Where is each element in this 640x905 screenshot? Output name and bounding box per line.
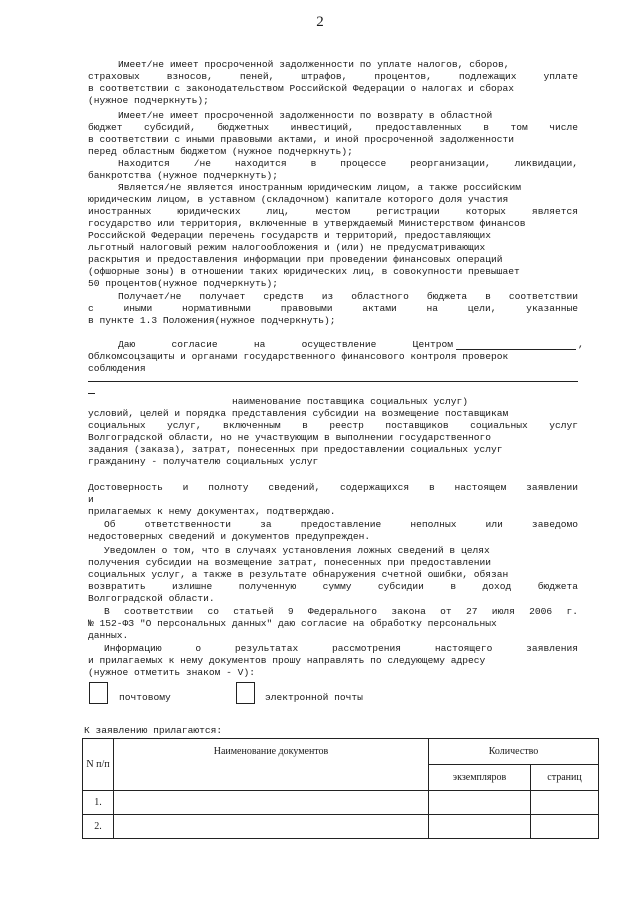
row-copies[interactable] (429, 791, 531, 815)
text-line: и (88, 494, 94, 505)
text-line: возвратить излишне полученную сумму субсидии в доход бюджета (88, 581, 578, 592)
text-line: данных. (88, 630, 129, 641)
email-checkbox[interactable] (236, 682, 255, 704)
postal-checkbox[interactable] (89, 682, 108, 704)
text-line: (нужное подчеркнуть); (88, 95, 209, 106)
text-line: с иными нормативными правовыми актами на цели, указанные (88, 303, 578, 314)
text-line: и прилагаемых к нему документов прошу направлять по следующему адресу (88, 655, 486, 666)
text-line: в пункте 1.3 Положения(нужное подчеркнуть); (88, 315, 336, 326)
provider-name-line (456, 349, 576, 350)
text-line: в соответствии с иными правовыми актами, и иной просроченной задолженности (88, 134, 515, 145)
text-line: Информацию о результатах рассмотрения настоящего заявления (104, 643, 578, 654)
text-line: недостоверных сведений и документов предупрежден. (88, 531, 371, 542)
row-number: 2. (83, 815, 114, 839)
text-line: социальных услуг, а также в результате обнаружения счетной ошибки, обязан (88, 569, 509, 580)
text-line: прилагаемых к нему документах, подтверждаю. (88, 506, 336, 517)
text-line: Находится /не находится в процессе реорганизации, ликвидации, (118, 158, 578, 169)
text-line: Волгоградской области, но не участвующим в выполнении государственного (88, 432, 492, 443)
field-caption: наименование поставщика социальных услуг) (232, 396, 469, 407)
dash (88, 393, 95, 394)
text-line: раскрытия и предоставления информации при проведении финансовых операций (88, 254, 503, 265)
text-line: социальных услуг, включенным в реестр поставщиков социальных услуг (88, 420, 578, 431)
page-number: 2 (316, 14, 324, 30)
table-row (83, 791, 599, 815)
text-line: иностранных юридических лиц, местом регистрации которых является (88, 206, 578, 217)
email-option-label: электронной почты (265, 692, 363, 703)
text-line: 50 процентов(нужное подчеркнуть); (88, 278, 278, 289)
text-line: банкротства (нужное подчеркнуть); (88, 170, 278, 181)
col-pages-header: страниц (531, 765, 599, 791)
text-line: Российской Федерации перечень государств и территорий, предоставляющих (88, 230, 492, 241)
text-line: страховых взносов, пеней, штрафов, процентов, подлежащих уплате (88, 71, 578, 82)
col-quantity-header: Количество (429, 739, 599, 765)
text-line: соблюдения (88, 363, 146, 374)
text-line: в соответствии с законодательством Российской Федерации о налогах и сборах (88, 83, 515, 94)
text-line: (нужное отметить знаком - V): (88, 667, 255, 678)
text-line: бюджет субсидий, бюджетных инвестиций, предоставленных в том числе (88, 122, 578, 133)
text-line: условий, целей и порядка представления субсидии на возмещение поставщикам (88, 408, 509, 419)
text-line: льготный налоговый режим налогообложения и (или) не предусматривающих (88, 242, 486, 253)
postal-option-label: почтовому (119, 692, 171, 703)
provider-name-line (88, 381, 578, 382)
comma: , (578, 339, 584, 350)
row-document-name[interactable] (114, 791, 429, 815)
text-line: государство или территория, включенные в утверждаемый Министерством финансов (88, 218, 526, 229)
col-copies-header: экземпляров (429, 765, 531, 791)
text-line: получения субсидии на возмещение затрат, понесенных при предоставлении (88, 557, 492, 568)
row-number: 1. (83, 791, 114, 815)
text-line: Волгоградской области. (88, 593, 215, 604)
row-document-name[interactable] (114, 815, 429, 839)
text-line: В соответствии со статьей 9 Федерального закона от 27 июля 2006 г. (104, 606, 578, 617)
text-line: Достоверность и полноту сведений, содержащихся в настоящем заявлении (88, 482, 578, 493)
text-line: задания (заказа), затрат, понесенных при предоставлении социальных услуг (88, 444, 503, 455)
text-line: юридическим лицом, в уставном (складочном) капитале которого доля участия (88, 194, 509, 205)
row-pages[interactable] (531, 815, 599, 839)
text-line: Даю согласие на осуществление Центром (118, 339, 453, 350)
text-line: перед областным бюджетом (нужное подчеркнуть); (88, 146, 353, 157)
attachments-heading: К заявлению прилагаются: (84, 725, 223, 736)
col-number-header: N п/п (83, 739, 114, 791)
text-line: Получает/не получает средств из областного бюджета в соответствии (118, 291, 578, 302)
col-name-header: Наименование документов (114, 739, 429, 791)
text-line: Об ответственности за предоставление неполных или заведомо (104, 519, 578, 530)
text-line: Является/не является иностранным юридическим лицом, а также российским (118, 182, 522, 193)
text-line: № 152-ФЗ "О персональных данных" даю согласие на обработку персональных (88, 618, 497, 629)
text-line: Уведомлен о том, что в случаях установления ложных сведений в целях (104, 545, 490, 556)
text-line: Имеет/не имеет просроченной задолженности по уплате налогов, сборов, (118, 59, 510, 70)
row-pages[interactable] (531, 791, 599, 815)
row-copies[interactable] (429, 815, 531, 839)
table-row (83, 815, 599, 839)
text-line: Облкомсоцзащиты и органами государственного финансового контроля проверок (88, 351, 509, 362)
text-line: Имеет/не имеет просроченной задолженности по возврату в областной (118, 110, 493, 121)
text-line: (офшорные зоны) в отношении таких юридических лиц, в совокупности превышает (88, 266, 520, 277)
attachments-table (82, 738, 599, 839)
text-line: гражданину - получателю социальных услуг (88, 456, 319, 467)
